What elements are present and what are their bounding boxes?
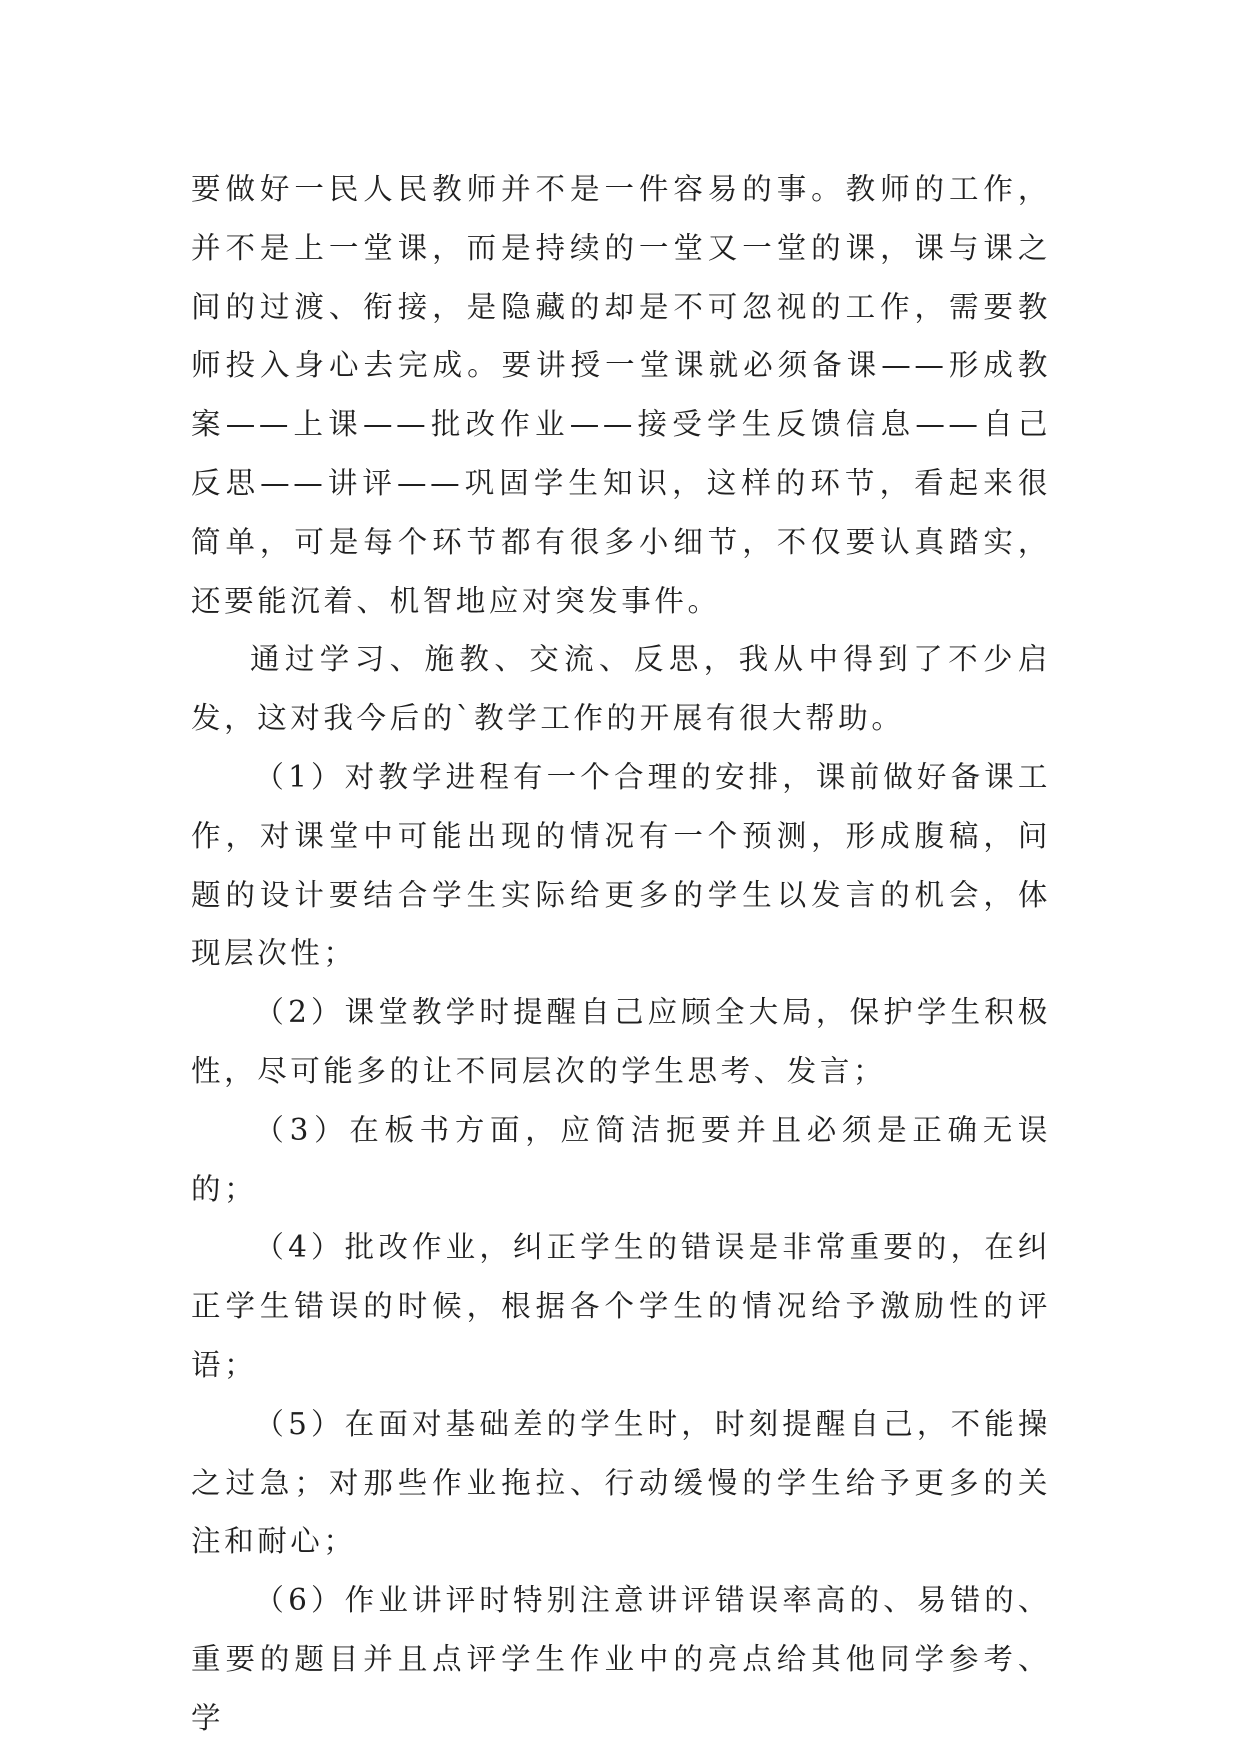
list-item-3: （3）在板书方面，应简洁扼要并且必须是正确无误的； xyxy=(191,1112,1051,1206)
list-item-1: （1）对教学进程有一个合理的安排，课前做好备课工作，对课堂中可能出现的情况有一个预测，形成腹稿，问题的设计要结合学生实际给更多的学生以发言的机会，体现层次性； xyxy=(191,759,1051,971)
paragraph-duties: 要做好一民人民教师并不是一件容易的事。教师的工作，并不是上一堂课，而是持续的一堂又一堂的课，课与课之间的过渡、衔接，是隐藏的却是不可忽视的工作，需要教师投入身心去完成。要讲授一堂课就必须备课——形成教案——上课——批改作业——接受学生反馈信息——自己反思——讲评——巩固学生知识，这样的环节，看起来很简单，可是每个环节都有很多小细节，不仅要认真踏实，还要能沉着、机智地应对突发事件。 xyxy=(191,172,1051,618)
document-body xyxy=(191,160,1051,1748)
list-item-6: （6）作业讲评时特别注意讲评错误率高的、易错的、重要的题目并且点评学生作业中的亮点给其他同学参考、学 xyxy=(191,1583,1051,1735)
list-item-4: （4）批改作业，纠正学生的错误是非常重要的，在纠正学生错误的时候，根据各个学生的情况给予激励性的评语； xyxy=(191,1230,1051,1382)
list-item-5: （5）在面对基础差的学生时，时刻提醒自己，不能操之过急；对那些作业拖拉、行动缓慢的学生给予更多的关注和耐心； xyxy=(191,1406,1051,1559)
paragraph-reflection: 通过学习、施教、交流、反思，我从中得到了不少启发，这对我今后的`教学工作的开展有很大帮助。 xyxy=(191,642,1051,736)
list-item-2: （2）课堂教学时提醒自己应顾全大局，保护学生积极性，尽可能多的让不同层次的学生思考、发言； xyxy=(191,995,1051,1088)
